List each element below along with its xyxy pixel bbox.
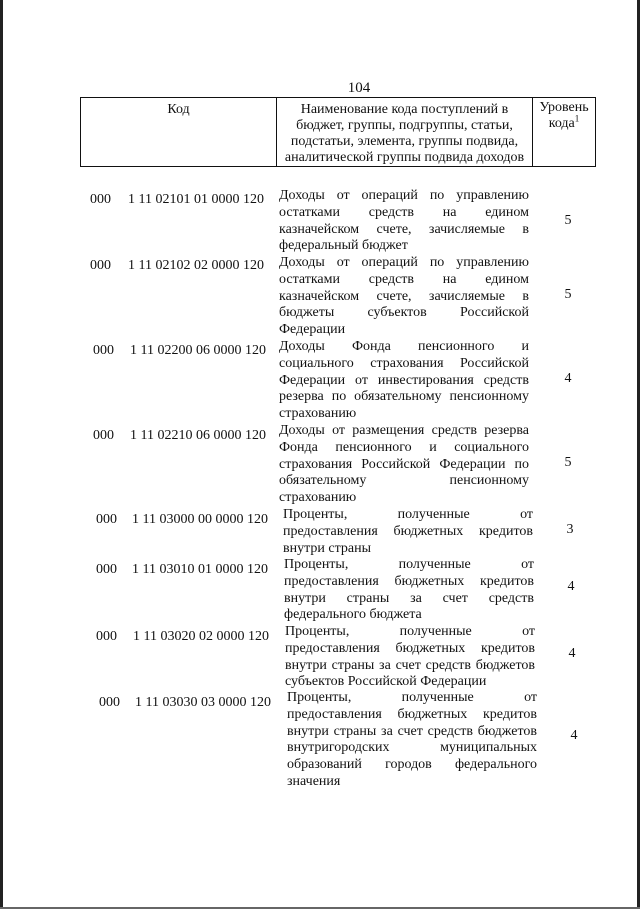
row-level: 3 — [566, 522, 574, 537]
header-code-cell — [81, 98, 277, 166]
row-name: Проценты, полученные от предоставления бюджетных кредитов внутри страны за счет средств бюджетов внутригородских муниципальных образований городов федерального значения — [287, 690, 537, 789]
row-admin-code: 000 — [96, 629, 117, 644]
row-level: 4 — [567, 579, 575, 594]
header-level-label — [533, 98, 595, 132]
header-level-text: Уровень кода — [539, 100, 589, 131]
row-name: Доходы от размещения средств резерва Фонда пенсионного и социального страхования Российской Федерации по обязательному пенсионному страхованию — [279, 423, 529, 506]
row-admin-code: 000 — [96, 562, 117, 577]
row-level: 4 — [564, 371, 572, 386]
header-name-label: Наименование кода поступлений в бюджет, группы, подгруппы, статьи, подстатьи, элемента, группы подвида, аналитической группы подвида доходов — [284, 102, 525, 165]
row-level: 5 — [564, 213, 572, 228]
page-number: 104 — [347, 80, 371, 96]
row-name: Доходы от операций по управлению остатками средств на едином казначейском счете, зачисляемые в бюджеты субъектов Российской Федерации — [279, 255, 529, 338]
scan-edge-left — [0, 0, 3, 909]
row-income-code: 1 11 03010 01 0000 120 — [132, 562, 268, 577]
header-name-cell — [277, 98, 533, 166]
row-income-code: 1 11 03000 00 0000 120 — [132, 512, 268, 527]
row-level: 5 — [564, 455, 572, 470]
row-income-code: 1 11 03020 02 0000 120 — [133, 629, 269, 644]
row-level: 5 — [564, 287, 572, 302]
row-admin-code: 000 — [90, 258, 111, 273]
row-level: 4 — [568, 646, 576, 661]
header-code-label: Код — [167, 102, 190, 117]
row-admin-code: 000 — [93, 343, 114, 358]
row-admin-code: 000 — [96, 512, 117, 527]
row-name: Проценты, полученные от предоставления бюджетных кредитов внутри страны — [283, 507, 533, 556]
row-name: Доходы от операций по управлению остатками средств на едином казначейском счете, зачисляемые в федеральный бюджет — [279, 188, 529, 254]
row-level: 4 — [570, 728, 578, 743]
row-name: Доходы Фонда пенсионного и социального страхования Российской Федерации от инвестирования средств резерва по обязательному пенсионному страхованию — [279, 339, 529, 422]
header-level-cell — [533, 98, 595, 166]
row-income-code: 1 11 02101 01 0000 120 — [128, 192, 264, 207]
row-admin-code: 000 — [90, 192, 111, 207]
row-income-code: 1 11 03030 03 0000 120 — [135, 695, 271, 710]
row-name: Проценты, полученные от предоставления бюджетных кредитов внутри страны за счет средств федерального бюджета — [284, 557, 534, 623]
row-income-code: 1 11 02102 02 0000 120 — [128, 258, 264, 273]
row-income-code: 1 11 02210 06 0000 120 — [130, 428, 266, 443]
header-level-footnote: 1 — [574, 113, 580, 124]
table-header — [80, 97, 596, 167]
row-admin-code: 000 — [99, 695, 120, 710]
row-admin-code: 000 — [93, 428, 114, 443]
row-name: Проценты, полученные от предоставления бюджетных кредитов внутри страны за счет средств бюджетов субъектов Российской Федерации — [285, 624, 535, 690]
row-income-code: 1 11 02200 06 0000 120 — [130, 343, 266, 358]
